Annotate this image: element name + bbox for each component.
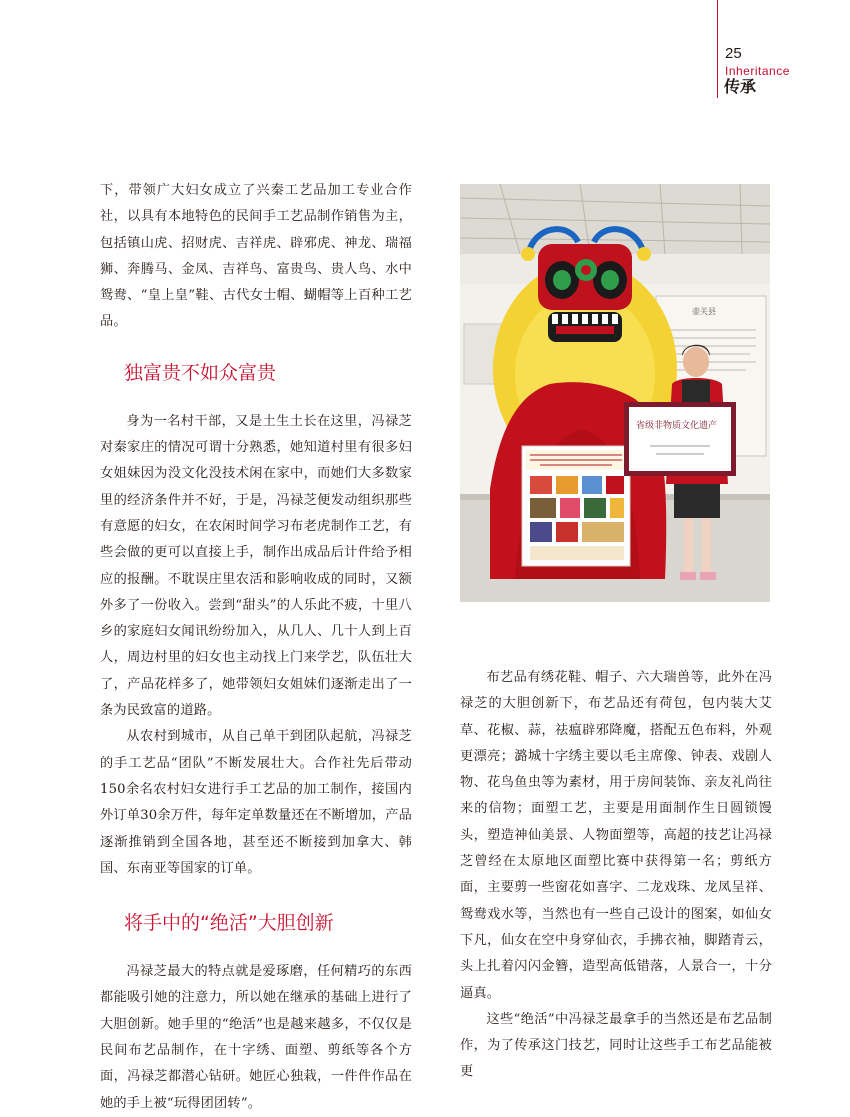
page-number: 25 (725, 45, 742, 62)
right-text-column (460, 665, 772, 1086)
intro-paragraph: 下，带领广大妇女成立了兴秦工艺品加工专业合作社，以具有本地特色的民间手工艺品制作销售为主，包括镇山虎、招财虎、吉祥虎、辟邪虎、神龙、瑞福狮、奔腾马、金凤、吉祥鸟、富贵鸟、贵人鸟、水中鸳鸯、“皇上皇”鞋、古代女士帽、蝴帽等上百种工艺品。 (100, 183, 412, 330)
photo-illustration (460, 184, 770, 602)
section-heading-1: 独富贵不如众富贵 (124, 361, 277, 384)
section-heading-2: 将手中的“绝活”大胆创新 (124, 912, 334, 935)
certificate-title: 省级非物质文化遗产 (636, 421, 718, 431)
section-label-english: Inheritance (725, 64, 790, 78)
header-divider-line (717, 0, 718, 98)
left-text-column (100, 178, 412, 1117)
body-paragraph-2: 从农村到城市，从自己单干到团队起航，冯禄芝的手工艺品“团队”不断发展壮大。合作社先后带动150余名农村妇女进行手工艺品的加工制作，接国内外订单30余万件，每年定单数量还在不断增加，产品逐渐推销到全国各地，甚至还不断接到加拿大、韩国、东南亚等国家的订单。 (100, 729, 412, 876)
body-paragraph-1: 身为一名村干部，又是土生土长在这里，冯禄芝对秦家庄的情况可谓十分熟悉，她知道村里有很多妇女姐妹因为没文化没技术闲在家中，而她们大多数家里的经济条件并不好，于是，冯禄芝便发动组织那些有意愿的妇女，在农闲时间学习布老虎制作工艺，有些会做的更可以直接上手，制作出成品后计件给予相应的报酬。不耽误庄里农活和影响收成的同时，又额外多了一份收入。尝到“甜头”的人乐此不疲，十里八乡的家庭妇女闻讯纷纷加入，从几人、几十人到上百人，周边村里的妇女也主动找上门来学艺，队伍壮大了，产品花样多了，她带领妇女姐妹们逐渐走出了一条为民致富的道路。 (100, 413, 412, 719)
wall-sign: 壶关县 (692, 307, 716, 316)
feature-photo (460, 184, 770, 602)
right-paragraph-1: 布艺品有绣花鞋、帽子、六大瑞兽等，此外在冯禄芝的大胆创新下，布艺品还有荷包，包内装大艾草、花椒、蒜，祛瘟辟邪降魔，搭配五色布料，外观更漂亮；潞城十字绣主要以毛主席像、钟表、戏剧人物、花鸟鱼虫等为素材，用于房间装饰、亲友礼尚往来的信物；面塑工艺，主要是用面制作生日圆锁馒头，塑造神仙美景、人物面塑等，高超的技艺让冯禄芝曾经在太原地区面塑比赛中获得第一名；剪纸方面，主要剪一些窗花如喜字、二龙戏珠、龙凤呈祥、鸳鸯戏水等，当然也有一些自己设计的图案，如仙女下凡，仙女在空中身穿仙衣，手拂衣袖，脚踏青云，头上扎着闪闪金簪，造型高低错落，人景合一，十分逼真。 (460, 670, 772, 1001)
body-paragraph-3: 冯禄芝最大的特点就是爱琢磨，任何精巧的东西都能吸引她的注意力，所以她在继承的基础上进行了大胆创新。她手里的“绝活”也是越来越多，不仅仅是民间布艺品制作，在十字绣、面塑、剪纸等各个方面，冯禄芝都潜心钻研。她匠心独栽，一件件作品在她的手上被“玩得团团转”。 (100, 964, 412, 1111)
right-paragraph-2: 这些“绝活”中冯禄芝最拿手的当然还是布艺品制作，为了传承这门技艺，同时让这些手工布艺品能被更 (460, 1011, 772, 1080)
section-label-chinese: 传承 (724, 77, 757, 96)
